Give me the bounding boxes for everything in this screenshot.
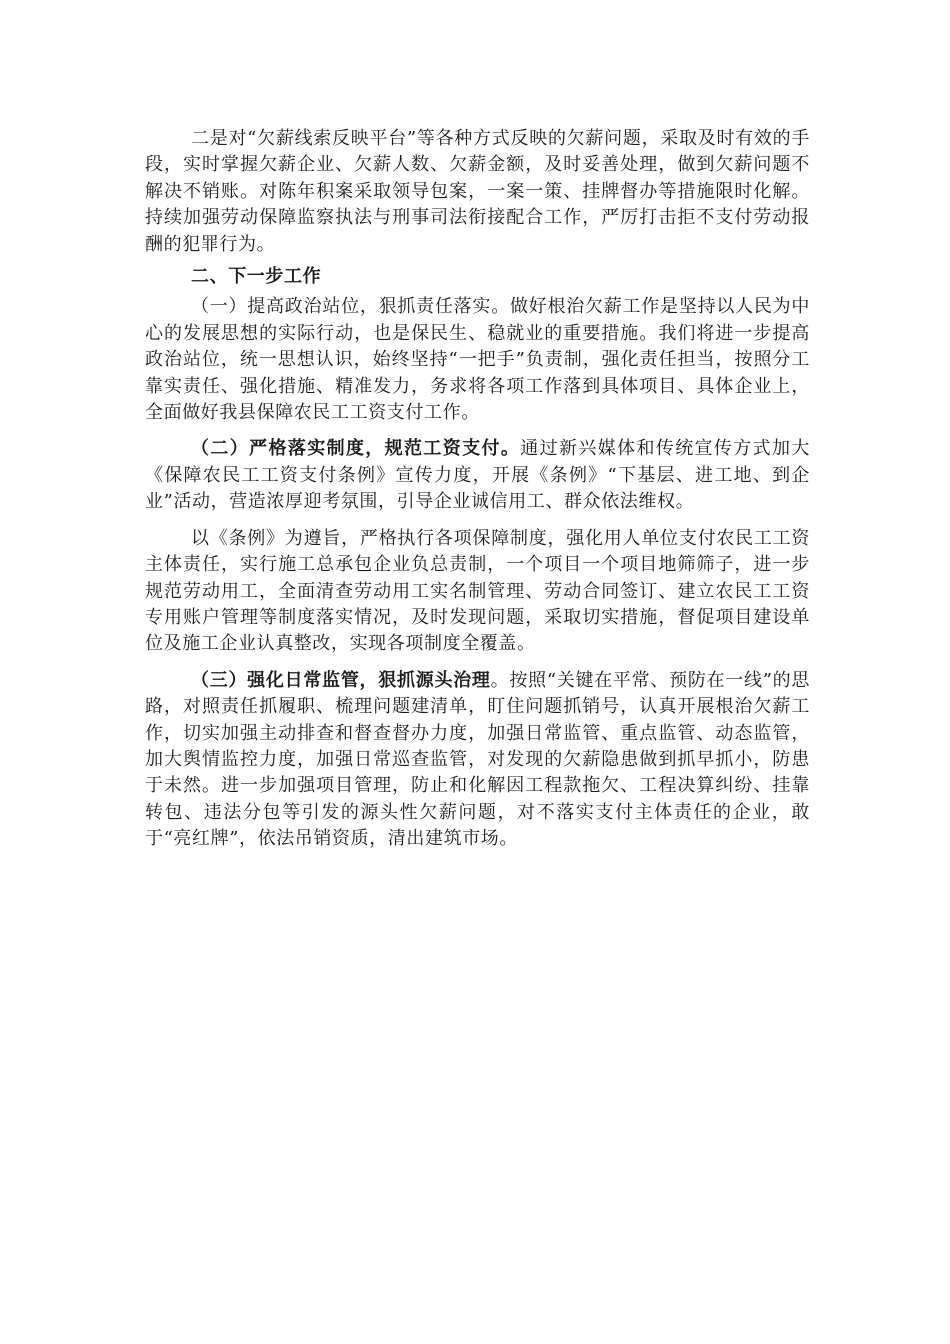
paragraph-item-2-continued: 以《条例》为遵旨，严格执行各项保障制度，强化用人单位支付农民工工资主体责任，实行施工总承包企业负总责制，一个项目一个项目地筛筛子，进一步规范劳动用工，全面清查劳动用工实名制管理、劳动合同签订、建立农民工工资专用账户管理等制度落实情况，及时发现问题，采取切实措施，督促项目建设单位及施工企业认真整改，实现各项制度全覆盖。 xyxy=(145,527,810,655)
item-2-body: 通过新兴媒体和传统宣传方式加大《保障农民工工资支付条例》宣传力度，开展《条例》“下基层、进工地、到企业”活动，营造浓厚迎考氛围，引导企业诚信用工、群众依法维权。 xyxy=(145,438,810,513)
paragraph-item-3 xyxy=(145,668,810,853)
item-3-lead: （三）强化日常监管，狠抓源头治理 xyxy=(191,669,491,691)
document-page xyxy=(145,126,810,853)
paragraph-item-1: （一）提高政治站位，狠抓责任落实。做好根治欠薪工作是坚持以人民为中心的发展思想的实际行动，也是保民生、稳就业的重要措施。我们将进一步提高政治站位，统一思想认识，始终坚持“一把手”负责制，强化责任担当，按照分工靠实责任、强化措施、精准发力，务求将各项工作落到具体项目、具体企业上，全面做好我县保障农民工工资支付工作。 xyxy=(145,296,810,424)
item-2-lead: （二）严格落实制度，规范工资支付。 xyxy=(191,438,521,460)
item-3-body: 。按照“关键在平常、预防在一线”的思路，对照责任抓履职、梳理问题建清单，盯住问题抓销号，认真开展根治欠薪工作，切实加强主动排查和督查督办力度，加强日常监管、重点监管、动态监管，加大舆情监控力度，加强日常巡查监管，对发现的欠薪隐患做到抓早抓小，防患于未然。进一步加强项目管理，防止和化解因工程款拖欠、工程决算纠纷、挂靠转包、违法分包等引发的源头性欠薪问题，对不落实支付主体责任的企业，敢于“亮红牌”，依法吊销资质，清出建筑市场。 xyxy=(145,669,811,850)
section-heading-next-steps: 二、下一步工作 xyxy=(191,266,322,288)
paragraph-item-2 xyxy=(145,436,810,515)
paragraph-wage-arrears-platform: 二是对“欠薪线索反映平台”等各种方式反映的欠薪问题，采取及时有效的手段，实时掌握欠薪企业、欠薪人数、欠薪金额，及时妥善处理，做到欠薪问题不解决不销账。对陈年积案采取领导包案，一案一策、挂牌督办等措施限时化解。持续加强劳动保障监察执法与刑事司法衔接配合工作，严厉打击拒不支付劳动报酬的犯罪行为。 xyxy=(145,128,810,255)
